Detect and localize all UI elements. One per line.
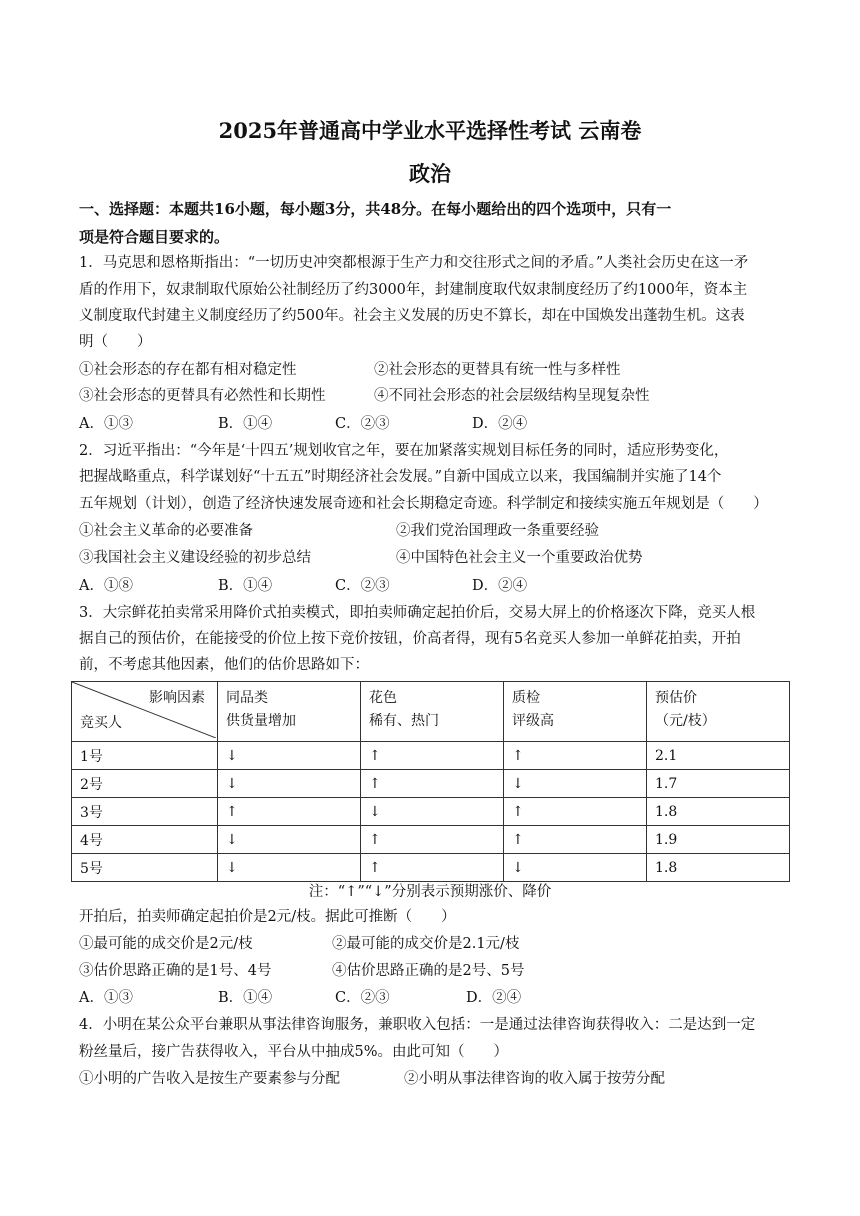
q3-option-item: ①最可能的成交价是2元/枝 (79, 936, 253, 952)
table-row (72, 798, 790, 826)
table-cell: ↑ (361, 826, 504, 854)
q4-line: 4．小明在某公众平台兼职从事法律咨询服务，兼职收入包括：一是通过法律咨询获得收入：二是达到一定 (79, 1017, 756, 1033)
table-cell: 4号 (72, 826, 218, 854)
q2-line: 把握战略重点，科学谋划好“十五五”时期经济社会发展。”自新中国成立以来，我国编制并实施了14个 (79, 469, 722, 485)
table-header-cell (647, 682, 790, 742)
q1-choice: A．①③ (79, 416, 133, 432)
q1-line: 明（ ） (79, 334, 152, 350)
table-cell: ↓ (218, 854, 361, 882)
q4-line: 粉丝量后，接广告获得收入，平台从中抽成5%。由此可知（ ） (79, 1044, 509, 1060)
subject-title: 政治 (409, 161, 451, 186)
table-note: 注：“↑”“↓”分别表示预期涨价、降价 (308, 884, 552, 900)
corner-label-factors: 影响因素 (149, 690, 205, 706)
q1-option-item: ④不同社会形态的社会层级结构呈现复杂性 (374, 388, 650, 404)
q2-option-item: ①社会主义革命的必要准备 (79, 523, 253, 539)
table-cell: 5号 (72, 854, 218, 882)
table-cell: 3号 (72, 798, 218, 826)
q3-choice: D．②④ (466, 990, 522, 1006)
table-cell: ↑ (504, 798, 647, 826)
q3-after-text: 开拍后，拍卖师确定起拍价是2元/枝。据此可推断（ ） (79, 909, 456, 925)
header-line: 评级高 (512, 713, 554, 729)
q2-choice: B．①④ (218, 578, 273, 594)
q2-option-item: ②我们党治国理政一条重要经验 (396, 523, 599, 539)
table-cell: 2.1 (647, 742, 790, 770)
q1-choice: D．②④ (472, 416, 528, 432)
q3-line: 前，不考虑其他因素，他们的估价思路如下： (79, 657, 369, 673)
table-cell: ↓ (504, 854, 647, 882)
q3-option-item: ③估价思路正确的是1号、4号 (79, 963, 272, 979)
table-row (72, 854, 790, 882)
q3-choice: A．①③ (79, 990, 133, 1006)
q1-line: 1．马克思和恩格斯指出：“一切历史冲突都根源于生产力和交往形式之间的矛盾。”人类社会历史在这一矛 (79, 255, 749, 271)
q3-choice: B．①④ (218, 990, 273, 1006)
q1-line: 盾的作用下，奴隶制取代原始公社制经历了约3000年，封建制度取代奴隶制度经历了约1000年，资本主 (79, 282, 748, 298)
header-line: 质检 (512, 690, 540, 706)
table-header-cell (361, 682, 504, 742)
header-line: 花色 (369, 690, 397, 706)
table-cell: 1号 (72, 742, 218, 770)
table-cell: ↑ (361, 742, 504, 770)
table-cell: ↓ (218, 770, 361, 798)
exam-title: 2025年普通高中学业水平选择性考试 云南卷 (218, 118, 642, 143)
q2-choice: A．①⑧ (79, 578, 133, 594)
bidder-estimate-table (71, 681, 790, 882)
table-row (72, 770, 790, 798)
header-line: 供货量增加 (226, 713, 296, 729)
table-cell: ↓ (218, 742, 361, 770)
q1-option-item: ③社会形态的更替具有必然性和长期性 (79, 388, 326, 404)
table-cell: ↓ (504, 770, 647, 798)
table-header-row (72, 682, 790, 742)
q2-choice: C．②③ (335, 578, 390, 594)
table-cell: ↓ (361, 798, 504, 826)
table-header-cell (218, 682, 361, 742)
table-cell: ↑ (361, 854, 504, 882)
q2-option-item: ③我国社会主义建设经验的初步总结 (79, 550, 311, 566)
header-line: 预估价 (655, 690, 697, 706)
q3-option-item: ②最可能的成交价是2.1元/枝 (332, 936, 520, 952)
section-heading-line2: 项是符合题目要求的。 (79, 228, 230, 246)
q3-choice: C．②③ (335, 990, 390, 1006)
header-line: （元/枝） (655, 713, 716, 729)
table-cell: ↑ (504, 826, 647, 854)
q4-option-item: ②小明从事法律咨询的收入属于按劳分配 (404, 1071, 665, 1087)
table-row (72, 826, 790, 854)
table-cell: 1.7 (647, 770, 790, 798)
table-cell: ↑ (218, 798, 361, 826)
q3-line: 3．大宗鲜花拍卖常采用降价式拍卖模式，即拍卖师确定起拍价后，交易大屏上的价格逐次下降，竞买人根 (79, 605, 756, 621)
table-cell: 1.8 (647, 854, 790, 882)
corner-label-bidder: 竞买人 (80, 715, 122, 731)
q2-line: 2．习近平指出：“今年是‘十四五’规划收官之年，要在加紧落实规划目标任务的同时，适应形势变化， (79, 443, 729, 459)
q1-choice: C．②③ (335, 416, 390, 432)
table-row (72, 742, 790, 770)
q1-option-item: ②社会形态的更替具有统一性与多样性 (374, 362, 621, 378)
q1-option-item: ①社会形态的存在都有相对稳定性 (79, 362, 297, 378)
table-cell: 1.8 (647, 798, 790, 826)
section-heading-line1: 一、选择题：本题共16小题，每小题3分，共48分。在每小题给出的四个选项中，只有一 (79, 200, 672, 218)
q2-line: 五年规划（计划），创造了经济快速发展奇迹和社会长期稳定奇迹。科学制定和接续实施五年规划是（ ） (79, 496, 768, 512)
q2-option-item: ④中国特色社会主义一个重要政治优势 (396, 550, 643, 566)
q2-choice: D．②④ (472, 578, 528, 594)
table-cell: ↑ (504, 742, 647, 770)
table-corner-cell (72, 682, 218, 742)
q4-option-item: ①小明的广告收入是按生产要素参与分配 (79, 1071, 340, 1087)
q3-line: 据自己的预估价，在能接受的价位上按下竞价按钮，价高者得，现有5名竞买人参加一单鲜花拍卖，开拍 (79, 631, 741, 647)
q1-line: 义制度取代封建主义制度经历了约500年。社会主义发展的历史不算长，却在中国焕发出蓬勃生机。这表 (79, 308, 745, 324)
table-cell: 2号 (72, 770, 218, 798)
header-line: 同品类 (226, 690, 268, 706)
header-line: 稀有、热门 (369, 713, 439, 729)
q1-choice: B．①④ (218, 416, 273, 432)
table-cell: ↓ (218, 826, 361, 854)
table-cell: ↑ (361, 770, 504, 798)
q3-option-item: ④估价思路正确的是2号、5号 (332, 963, 525, 979)
table-header-cell (504, 682, 647, 742)
table-cell: 1.9 (647, 826, 790, 854)
